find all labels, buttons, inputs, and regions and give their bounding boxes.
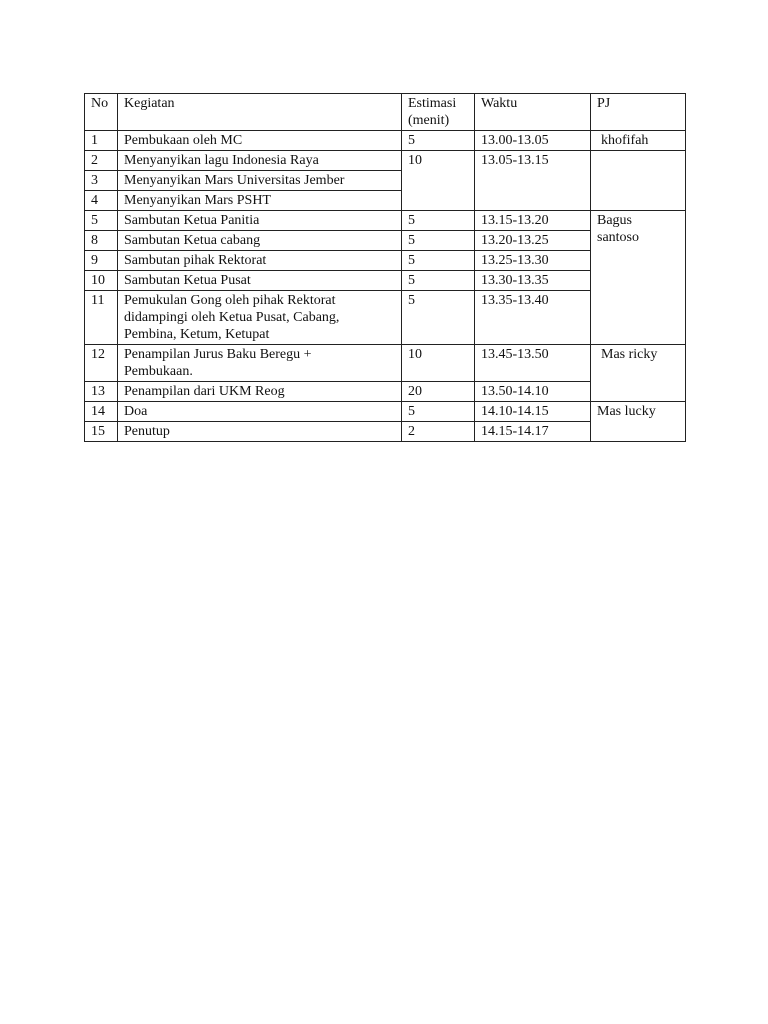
header-no: No	[85, 94, 118, 131]
cell-waktu: 14.15-14.17	[475, 422, 591, 442]
cell-no: 2	[85, 151, 118, 171]
cell-pj: khofifah	[591, 131, 686, 151]
cell-no: 11	[85, 291, 118, 345]
cell-kegiatan: Pembukaan oleh MC	[118, 131, 402, 151]
header-kegiatan: Kegiatan	[118, 94, 402, 131]
cell-no: 5	[85, 211, 118, 231]
cell-no: 13	[85, 382, 118, 402]
cell-estimasi: 5	[402, 251, 475, 271]
cell-estimasi: 5	[402, 271, 475, 291]
header-pj: PJ	[591, 94, 686, 131]
cell-waktu: 13.15-13.20	[475, 211, 591, 231]
cell-waktu: 13.45-13.50	[475, 345, 591, 382]
cell-kegiatan: Doa	[118, 402, 402, 422]
cell-waktu: 13.25-13.30	[475, 251, 591, 271]
cell-kegiatan: Pemukulan Gong oleh pihak Rektorat didampingi oleh Ketua Pusat, Cabang, Pembina, Ketum, Ketupat	[118, 291, 402, 345]
cell-no: 4	[85, 191, 118, 211]
cell-kegiatan: Penampilan dari UKM Reog	[118, 382, 402, 402]
cell-pj-empty	[591, 151, 686, 211]
table-row	[85, 131, 686, 151]
cell-no: 14	[85, 402, 118, 422]
cell-kegiatan: Sambutan Ketua cabang	[118, 231, 402, 251]
table-row	[85, 402, 686, 422]
cell-estimasi: 5	[402, 211, 475, 231]
cell-waktu: 13.05-13.15	[475, 151, 591, 211]
cell-estimasi: 20	[402, 382, 475, 402]
cell-no: 15	[85, 422, 118, 442]
table-header-row	[85, 94, 686, 131]
cell-no: 10	[85, 271, 118, 291]
cell-waktu: 13.50-14.10	[475, 382, 591, 402]
cell-pj: Mas lucky	[591, 402, 686, 442]
cell-waktu: 13.00-13.05	[475, 131, 591, 151]
table-row	[85, 345, 686, 382]
cell-waktu: 13.20-13.25	[475, 231, 591, 251]
table-row	[85, 151, 686, 171]
cell-estimasi: 5	[402, 231, 475, 251]
cell-no: 9	[85, 251, 118, 271]
schedule-table	[84, 93, 686, 442]
cell-kegiatan: Penampilan Jurus Baku Beregu + Pembukaan.	[118, 345, 402, 382]
cell-kegiatan: Sambutan pihak Rektorat	[118, 251, 402, 271]
cell-estimasi: 5	[402, 402, 475, 422]
cell-estimasi: 5	[402, 291, 475, 345]
cell-estimasi: 2	[402, 422, 475, 442]
cell-waktu: 13.30-13.35	[475, 271, 591, 291]
cell-kegiatan: Penutup	[118, 422, 402, 442]
cell-no: 8	[85, 231, 118, 251]
cell-estimasi: 5	[402, 131, 475, 151]
header-waktu: Waktu	[475, 94, 591, 131]
cell-kegiatan: Menyanyikan Mars Universitas Jember	[118, 171, 402, 191]
cell-kegiatan: Sambutan Ketua Panitia	[118, 211, 402, 231]
cell-kegiatan: Menyanyikan Mars PSHT	[118, 191, 402, 211]
cell-kegiatan: Sambutan Ketua Pusat	[118, 271, 402, 291]
table-row	[85, 211, 686, 231]
cell-estimasi: 10	[402, 345, 475, 382]
cell-pj: Bagus santoso	[591, 211, 686, 345]
cell-no: 12	[85, 345, 118, 382]
cell-estimasi: 10	[402, 151, 475, 211]
cell-no: 3	[85, 171, 118, 191]
cell-no: 1	[85, 131, 118, 151]
cell-waktu: 14.10-14.15	[475, 402, 591, 422]
cell-pj: Mas ricky	[591, 345, 686, 402]
cell-kegiatan: Menyanyikan lagu Indonesia Raya	[118, 151, 402, 171]
header-estimasi: Estimasi (menit)	[402, 94, 475, 131]
cell-waktu: 13.35-13.40	[475, 291, 591, 345]
